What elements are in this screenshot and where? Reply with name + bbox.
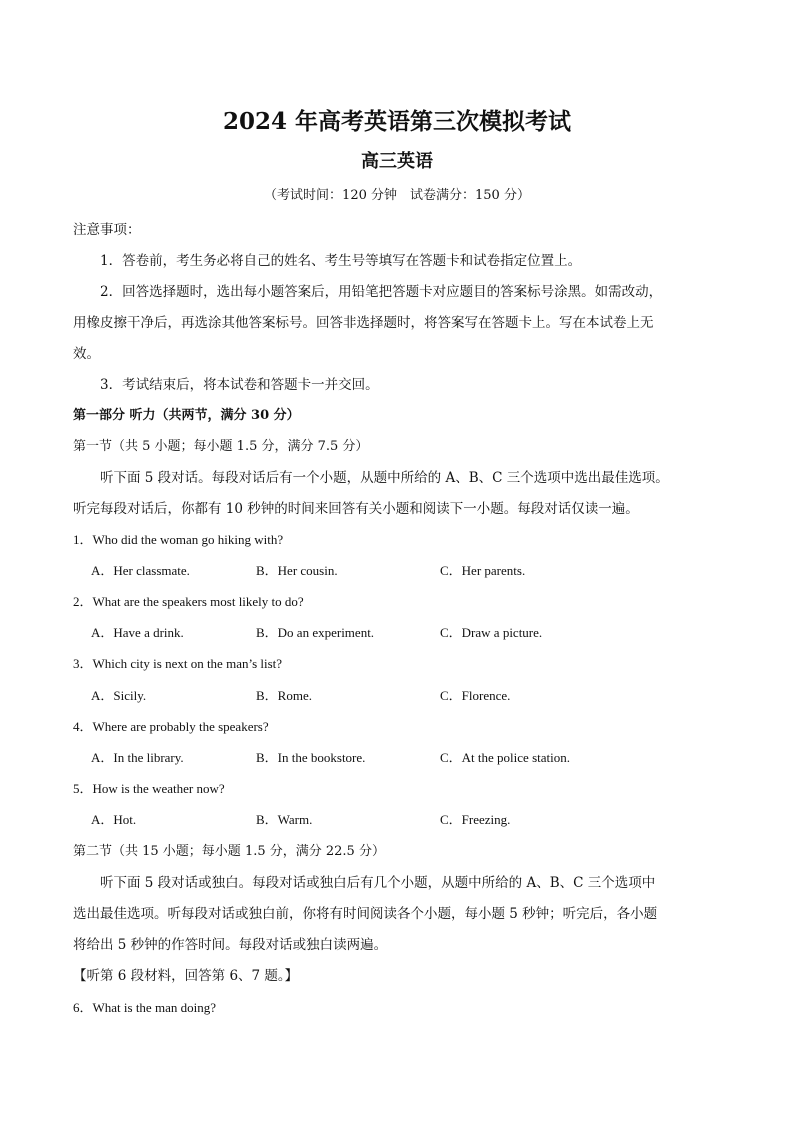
question-1-option-c: C．Her parents.	[440, 563, 526, 578]
note-item-2: 2．回答选择题时，选出每小题答案后，用铅笔把答题卡对应题目的答案标号涂黑。如需改动，	[100, 284, 663, 300]
question-2-option-a: A．Have a drink.	[91, 625, 184, 640]
question-3-option-c: C．Florence.	[440, 688, 511, 703]
question-2-option-b: B．Do an experiment.	[256, 625, 375, 640]
question-3-option-b: B．Rome.	[256, 688, 312, 703]
question-1: 1．Who did the woman go hiking with?	[73, 532, 284, 547]
section2-heading: 第二节（共 15 小题；每小题 1.5 分，满分 22.5 分）	[73, 844, 385, 859]
question-5-option-b: B．Warm.	[256, 812, 313, 827]
question-6: 6．What is the man doing?	[73, 1000, 216, 1015]
section1-instructions-cont: 听完每段对话后，你都有 10 秒钟的时间来回答有关小题和阅读下一小题。每段对话仅读一遍。	[73, 501, 639, 517]
question-1-option-a: A．Her classmate.	[91, 563, 190, 578]
question-5-option-a: A．Hot.	[91, 812, 137, 827]
section2-instructions-end: 将给出 5 秒钟的作答时间。每段对话或独白读两遍。	[73, 937, 388, 953]
section1-heading: 第一节（共 5 小题；每小题 1.5 分，满分 7.5 分）	[73, 439, 369, 454]
note-item-3: 3．考试结束后，将本试卷和答题卡一并交回。	[100, 377, 379, 393]
question-2-option-c: C．Draw a picture.	[440, 625, 543, 640]
exam-subtitle: 高三英语	[361, 151, 433, 172]
question-4: 4．Where are probably the speakers?	[73, 719, 269, 734]
question-3-option-a: A．Sicily.	[91, 688, 147, 703]
question-4-option-b: B．In the bookstore.	[256, 750, 366, 765]
note-item-2-cont: 用橡皮擦干净后，再选涂其他答案标号。回答非选择题时，将答案写在答题卡上。写在本试卷上无	[73, 315, 654, 331]
question-5: 5．How is the weather now?	[73, 781, 225, 796]
section1-instructions: 听下面 5 段对话。每段对话后有一个小题，从题中所给的 A、B、C 三个选项中选出最佳选项。	[100, 470, 669, 486]
part1-heading: 第一部分 听力（共两节，满分 30 分）	[73, 408, 300, 423]
note-item-2-end: 效。	[73, 346, 100, 362]
exam-title: 2024 年高考英语第三次模拟考试	[222, 108, 572, 135]
question-5-option-c: C．Freezing.	[440, 812, 511, 827]
question-4-option-c: C．At the police station.	[440, 750, 570, 765]
notes-heading: 注意事项：	[73, 222, 141, 238]
question-3: 3．Which city is next on the man’s list?	[73, 656, 283, 671]
question-2: 2．What are the speakers most likely to do?	[73, 594, 304, 609]
material-6-heading: 【听第 6 段材料，回答第 6、7 题。】	[73, 968, 299, 984]
section2-instructions: 听下面 5 段对话或独白。每段对话或独白后有几个小题，从题中所给的 A、B、C 三个选项中	[100, 875, 656, 891]
question-4-option-a: A．In the library.	[91, 750, 184, 765]
question-1-option-b: B．Her cousin.	[256, 563, 338, 578]
section2-instructions-cont: 选出最佳选项。听每段对话或独白前，你将有时间阅读各个小题，每小题 5 秒钟；听完后，各小题	[73, 906, 658, 922]
note-item-1: 1．答卷前，考生务必将自己的姓名、考生号等填写在答题卡和试卷指定位置上。	[100, 253, 582, 269]
exam-meta: （考试时间：120 分钟 试卷满分：150 分）	[264, 188, 530, 203]
